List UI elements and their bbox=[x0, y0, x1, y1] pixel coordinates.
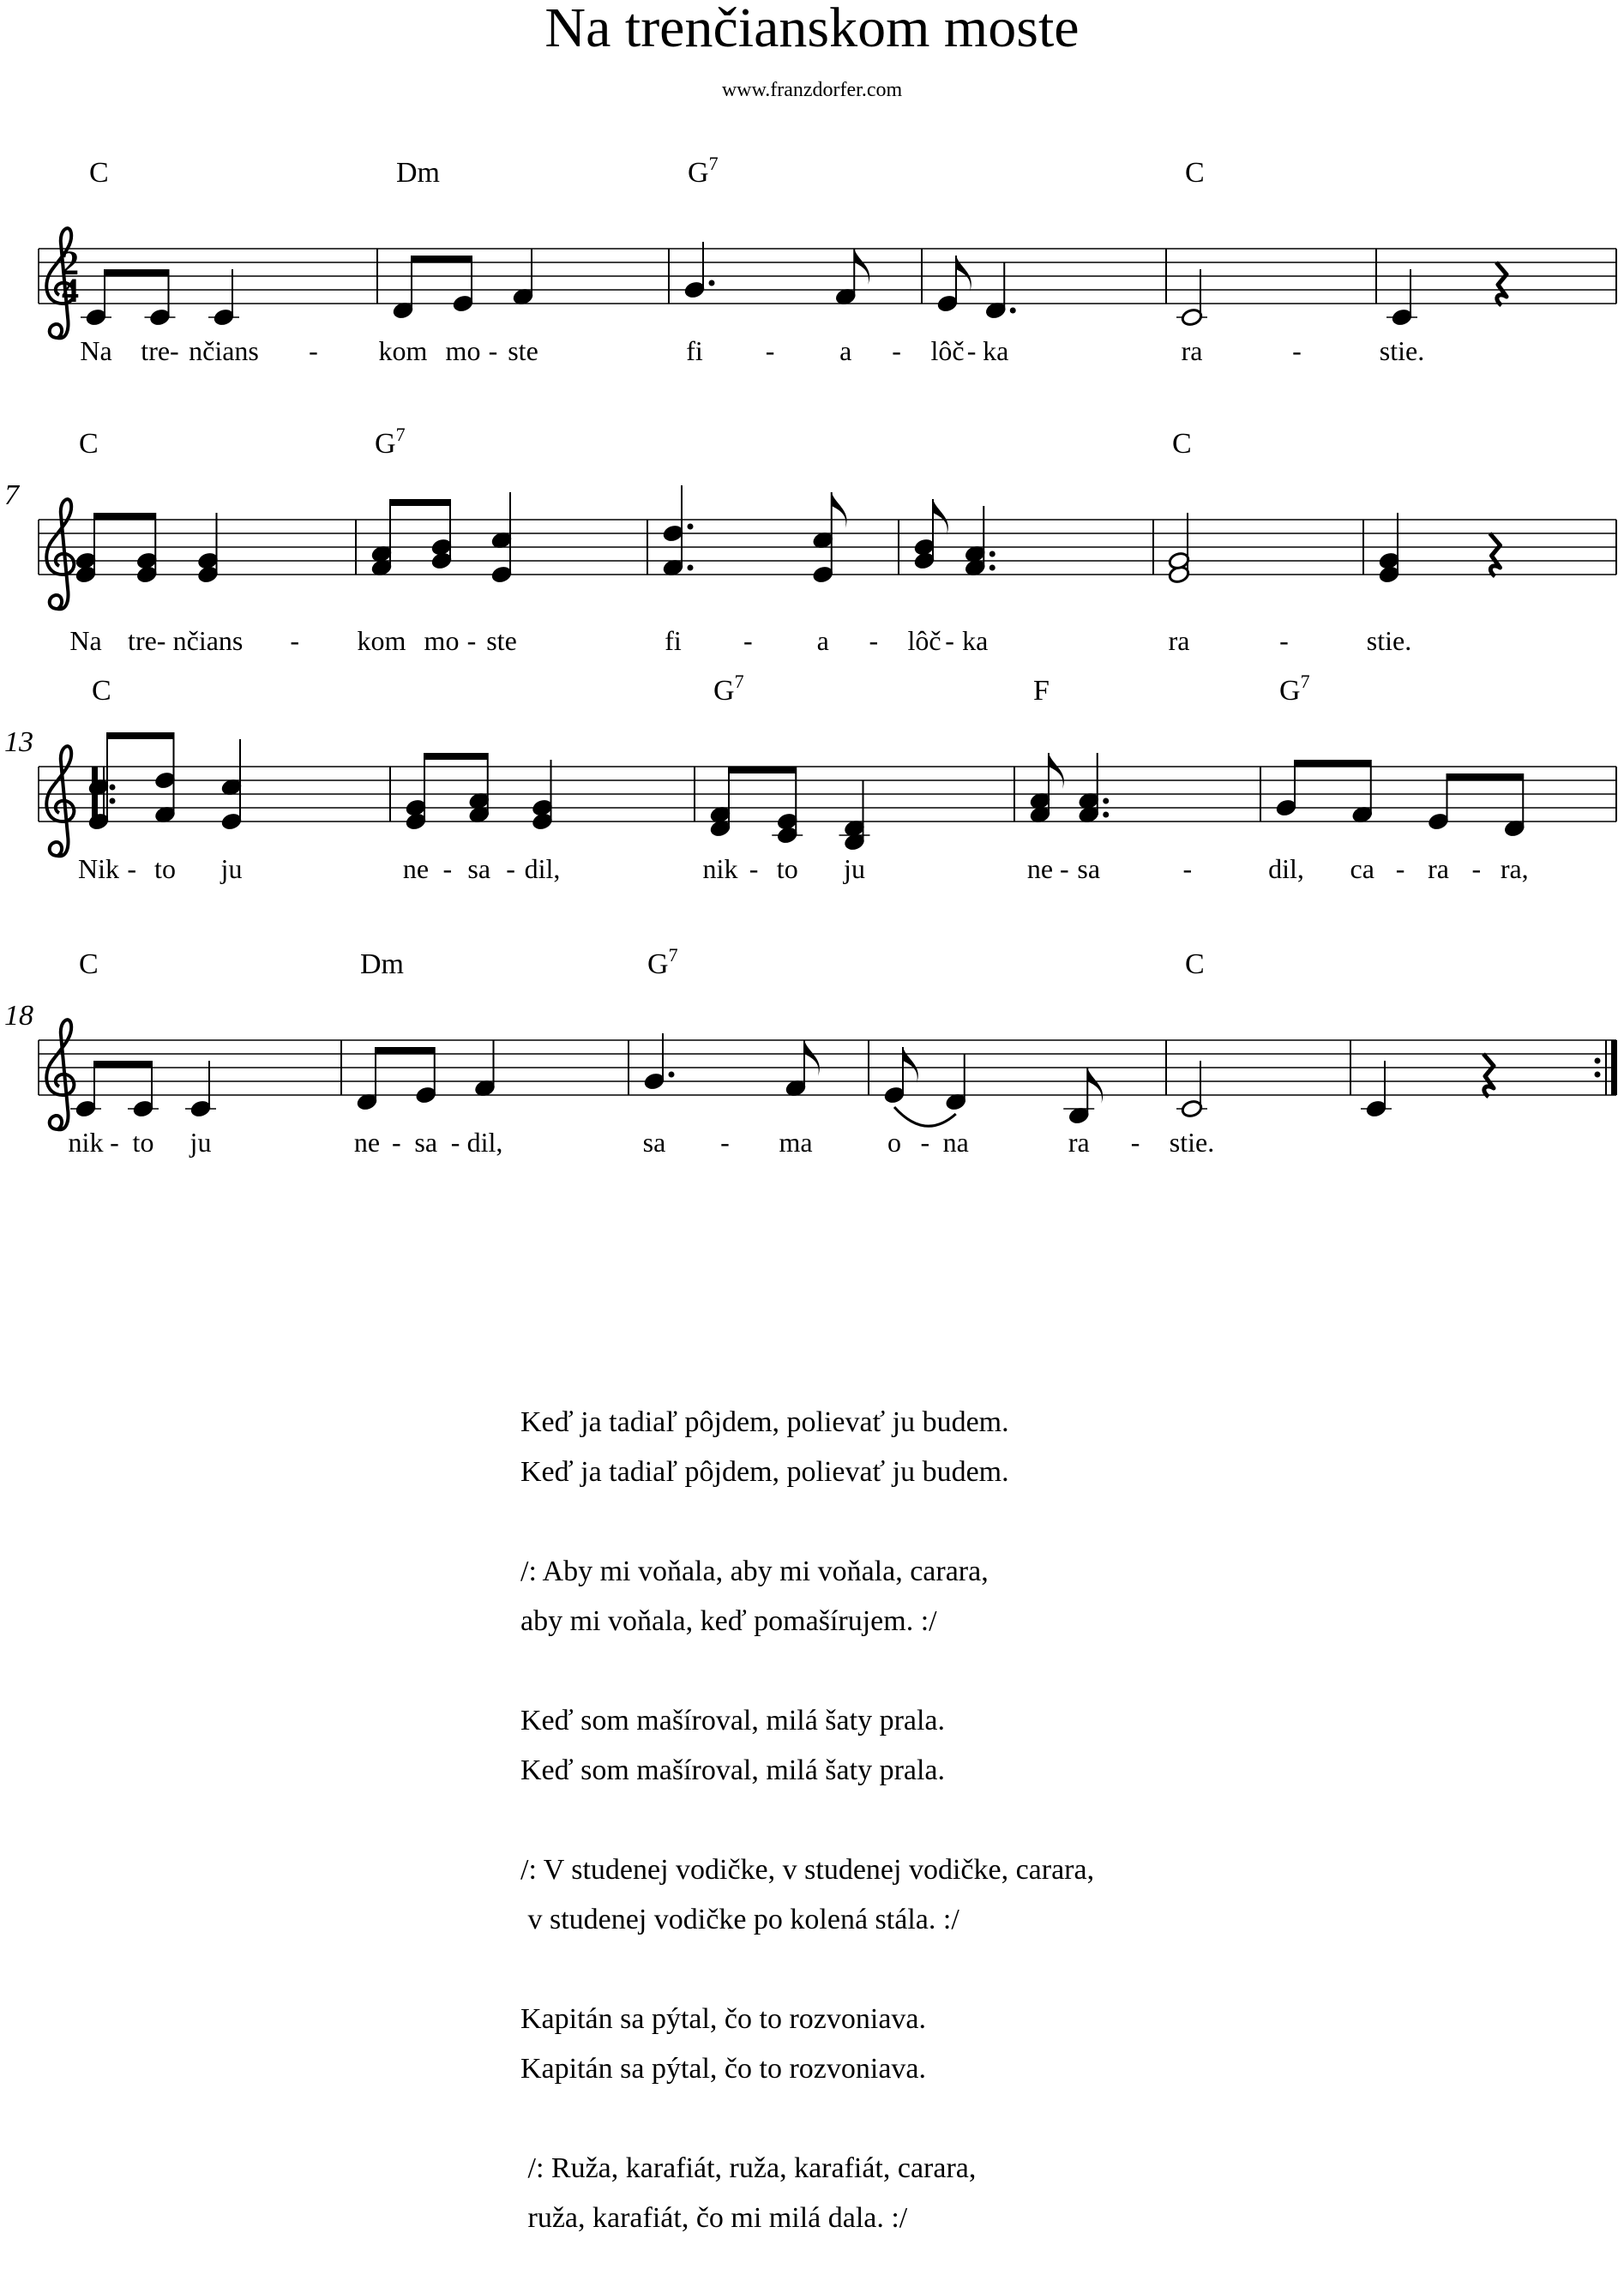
repeat-dot bbox=[1595, 1058, 1601, 1064]
lyric-syllable: to bbox=[154, 853, 176, 884]
final-barline-thick bbox=[1611, 1040, 1617, 1095]
lyric-syllable: sa bbox=[642, 1127, 666, 1158]
lyric-hyphen: - bbox=[1182, 853, 1193, 884]
augmentation-dot bbox=[1103, 812, 1109, 818]
lyric-hyphen: - bbox=[1471, 853, 1482, 884]
lyric-hyphen: - bbox=[1279, 625, 1289, 656]
verse-stanza-1 bbox=[520, 1398, 1094, 1497]
lyric-hyphen: - bbox=[1130, 1127, 1140, 1158]
verse-stanza-3 bbox=[520, 1696, 1094, 1796]
chord-symbol: C bbox=[89, 157, 109, 189]
eighth-flag-icon bbox=[854, 249, 869, 285]
lyric-syllable: ra bbox=[1168, 625, 1190, 656]
chord-superscript: 7 bbox=[668, 944, 678, 966]
lyric-hyphen: - bbox=[749, 853, 759, 884]
lyric-hyphen: - bbox=[765, 335, 775, 366]
eighth-flag-icon bbox=[832, 492, 847, 528]
lyric-syllable: o bbox=[887, 1127, 901, 1158]
verse-line: Keď som mašíroval, milá šaty prala. bbox=[520, 1705, 946, 1736]
lyric-hyphen: - bbox=[127, 853, 137, 884]
repeat-dot bbox=[110, 785, 116, 791]
lyric-hyphen: - bbox=[488, 335, 498, 366]
verse-line: aby mi voňala, keď pomašírujem. :/ bbox=[520, 1605, 937, 1637]
verse-line: v studenej vodičke po kolená stála. :/ bbox=[520, 1904, 959, 1935]
system-number: 18 bbox=[4, 1000, 33, 1032]
verse-line: /: Aby mi voňala, aby mi voňala, carara, bbox=[520, 1556, 989, 1587]
eighth-flag-icon bbox=[903, 1047, 918, 1083]
quarter-rest-icon bbox=[1496, 262, 1507, 305]
lyric-syllable: dil, bbox=[466, 1127, 503, 1158]
chord-symbol: $G^7$ bbox=[688, 153, 719, 189]
lyric-hyphen: - bbox=[892, 335, 901, 366]
verse-stanza-4 bbox=[520, 1845, 1094, 1945]
augmentation-dot bbox=[1103, 798, 1109, 804]
lyric-syllable: to bbox=[132, 1127, 154, 1158]
treble-clef-icon bbox=[46, 746, 74, 856]
lyric-syllable: lôč bbox=[907, 625, 941, 656]
lyric-syllable: ju bbox=[844, 853, 865, 884]
lyric-hyphen: - bbox=[945, 625, 954, 656]
verse-stanza-6 bbox=[520, 2144, 1094, 2243]
eighth-beam bbox=[94, 513, 155, 520]
lyric-syllable: ste bbox=[508, 335, 538, 366]
lyric-syllable: tre- bbox=[128, 625, 166, 656]
lyric-syllable: nčians bbox=[189, 335, 259, 366]
chord-symbol: $G^7$ bbox=[1279, 671, 1310, 707]
lyric-hyphen: - bbox=[1292, 335, 1302, 366]
lyric-hyphen: - bbox=[869, 625, 879, 656]
chord-symbol: Dm bbox=[396, 157, 440, 189]
chord-symbol: $G^7$ bbox=[375, 424, 406, 460]
eighth-beam bbox=[107, 732, 174, 739]
verse-line: /: Ruža, karafiát, ruža, karafiát, carara, bbox=[520, 2152, 977, 2184]
lyric-syllable: nik bbox=[702, 853, 738, 884]
verses-block bbox=[520, 1398, 1094, 2293]
lyric-syllable: ca bbox=[1350, 853, 1374, 884]
lyric-syllable: to bbox=[776, 853, 798, 884]
lyric-syllable: tre- bbox=[141, 335, 179, 366]
lyric-hyphen: - bbox=[450, 1127, 460, 1158]
augmentation-dot bbox=[709, 280, 715, 286]
lyric-syllable: ne bbox=[1026, 853, 1054, 884]
treble-clef-stroke bbox=[46, 1020, 74, 1129]
augmentation-dot bbox=[688, 565, 694, 571]
eighth-beam bbox=[376, 1047, 435, 1054]
chord-symbol: $G^7$ bbox=[647, 944, 678, 980]
song-title: Na trenčianskom moste bbox=[544, 0, 1080, 59]
lyric-syllable: ju bbox=[220, 853, 243, 884]
treble-clef-icon bbox=[46, 1020, 74, 1129]
chord-symbol: C bbox=[1185, 157, 1205, 189]
lyric-hyphen: - bbox=[743, 625, 753, 656]
augmentation-dot bbox=[1010, 308, 1016, 314]
slur bbox=[894, 1107, 956, 1126]
augmentation-dot bbox=[669, 1072, 675, 1078]
lyric-hyphen: - bbox=[110, 1127, 119, 1158]
lyric-syllable: stie. bbox=[1379, 335, 1425, 366]
lyric-syllable: mo bbox=[445, 335, 481, 366]
eighth-flag-icon bbox=[1087, 1068, 1103, 1104]
eighth-beam bbox=[1447, 773, 1524, 780]
lyric-hyphen: - bbox=[506, 853, 515, 884]
lyric-syllable: ra bbox=[1428, 853, 1449, 884]
lyric-syllable: sa bbox=[467, 853, 491, 884]
lyric-syllable: ka bbox=[983, 335, 1009, 366]
lyric-syllable: ne bbox=[353, 1127, 381, 1158]
chord-symbol: C bbox=[79, 428, 99, 460]
eighth-flag-icon bbox=[933, 499, 948, 535]
eighth-beam bbox=[412, 256, 472, 262]
chord-superscript: 7 bbox=[1300, 671, 1310, 692]
lyric-hyphen: - bbox=[1060, 853, 1069, 884]
chord-symbol: C bbox=[79, 948, 99, 980]
eighth-beam bbox=[424, 753, 488, 760]
lyric-syllable: dil, bbox=[524, 853, 561, 884]
system-number: 7 bbox=[4, 479, 19, 511]
lyric-hyphen: - bbox=[720, 1127, 730, 1158]
eighth-beam bbox=[390, 499, 450, 506]
time-signature-bottom: 4 bbox=[62, 271, 79, 310]
lyric-syllable: ra, bbox=[1500, 853, 1529, 884]
verse-line: ruža, karafiát, čo mi milá dala. :/ bbox=[520, 2202, 908, 2234]
lyric-syllable: kom bbox=[378, 335, 428, 366]
repeat-dot bbox=[110, 798, 116, 804]
lyric-syllable: ne bbox=[402, 853, 430, 884]
augmentation-dot bbox=[989, 565, 995, 571]
lyric-syllable: lôč bbox=[930, 335, 965, 366]
eighth-flag-icon bbox=[804, 1040, 820, 1076]
chord-symbol: $G^7$ bbox=[713, 671, 744, 707]
lyric-syllable: ma bbox=[779, 1127, 813, 1158]
verse-line: Kapitán sa pýtal, čo to rozvoniava. bbox=[520, 2003, 927, 2035]
lyric-hyphen: - bbox=[442, 853, 453, 884]
lyric-hyphen: - bbox=[1395, 853, 1405, 884]
lyric-hyphen: - bbox=[466, 625, 477, 656]
verse-stanza-2 bbox=[520, 1547, 1094, 1646]
lyric-syllable: fi bbox=[665, 625, 682, 656]
website-credit: www.franzdorfer.com bbox=[721, 79, 903, 101]
eighth-beam bbox=[1295, 760, 1371, 767]
quarter-rest-icon bbox=[1483, 1054, 1494, 1097]
treble-clef-icon bbox=[46, 499, 74, 609]
lyric-syllable: sa bbox=[414, 1127, 438, 1158]
time-signature-top: 2 bbox=[62, 244, 79, 282]
lyric-syllable: ra bbox=[1181, 335, 1203, 366]
lyric-syllable: mo bbox=[424, 625, 460, 656]
chord-symbol: C bbox=[1172, 428, 1192, 460]
eighth-beam bbox=[94, 1061, 152, 1068]
lyric-hyphen: - bbox=[290, 625, 300, 656]
eighth-flag-icon bbox=[956, 256, 971, 292]
lyric-syllable: Na bbox=[80, 335, 112, 366]
verse-line: Keď som mašíroval, milá šaty prala. bbox=[520, 1754, 946, 1786]
chord-superscript: 7 bbox=[734, 671, 744, 692]
chord-superscript: 7 bbox=[708, 153, 719, 174]
eighth-flag-icon bbox=[1049, 753, 1064, 789]
lyric-syllable: nik bbox=[68, 1127, 104, 1158]
repeat-dot bbox=[1595, 1072, 1601, 1078]
verse-stanza-5 bbox=[520, 1995, 1094, 2094]
augmentation-dot bbox=[688, 524, 694, 530]
lyric-syllable: ra bbox=[1068, 1127, 1090, 1158]
augmentation-dot bbox=[989, 551, 995, 557]
quarter-rest-icon bbox=[1490, 533, 1501, 576]
chord-symbol: Dm bbox=[360, 948, 404, 980]
lyric-hyphen: - bbox=[920, 1127, 930, 1158]
chord-symbol: F bbox=[1033, 675, 1050, 707]
lyric-hyphen: - bbox=[966, 335, 977, 366]
system-number: 13 bbox=[4, 726, 33, 758]
lyric-syllable: dil, bbox=[1268, 853, 1304, 884]
lyric-syllable: stie. bbox=[1169, 1127, 1215, 1158]
lyric-hyphen: - bbox=[392, 1127, 401, 1158]
verse-line: Kapitán sa pýtal, čo to rozvoniava. bbox=[520, 2053, 927, 2085]
lyric-syllable: ju bbox=[189, 1127, 212, 1158]
treble-clef-stroke bbox=[46, 746, 74, 856]
lyric-syllable: a bbox=[839, 335, 852, 366]
verse-line: /: V studenej vodičke, v studenej vodičke, carara, bbox=[520, 1854, 1095, 1886]
lyric-hyphen: - bbox=[309, 335, 318, 366]
lyric-syllable: stie. bbox=[1366, 625, 1412, 656]
treble-clef-stroke bbox=[46, 499, 74, 609]
lyric-syllable: Na bbox=[69, 625, 102, 656]
lyric-syllable: ka bbox=[962, 625, 989, 656]
lyric-syllable: na bbox=[942, 1127, 969, 1158]
lyric-syllable: sa bbox=[1077, 853, 1101, 884]
chord-symbol: C bbox=[92, 675, 111, 707]
chord-superscript: 7 bbox=[395, 424, 406, 445]
lyric-syllable: kom bbox=[357, 625, 406, 656]
lyric-syllable: Nik bbox=[78, 853, 119, 884]
lyric-syllable: a bbox=[816, 625, 829, 656]
eighth-beam bbox=[729, 767, 796, 773]
lyric-syllable: ste bbox=[486, 625, 517, 656]
verse-line: Keď ja tadiaľ pôjdem, polievať ju budem. bbox=[520, 1406, 1009, 1438]
lyric-syllable: nčians bbox=[172, 625, 244, 656]
chord-symbol: C bbox=[1185, 948, 1205, 980]
verse-line: Keď ja tadiaľ pôjdem, polievať ju budem. bbox=[520, 1456, 1009, 1488]
eighth-beam bbox=[105, 269, 169, 276]
lyric-syllable: fi bbox=[686, 335, 703, 366]
